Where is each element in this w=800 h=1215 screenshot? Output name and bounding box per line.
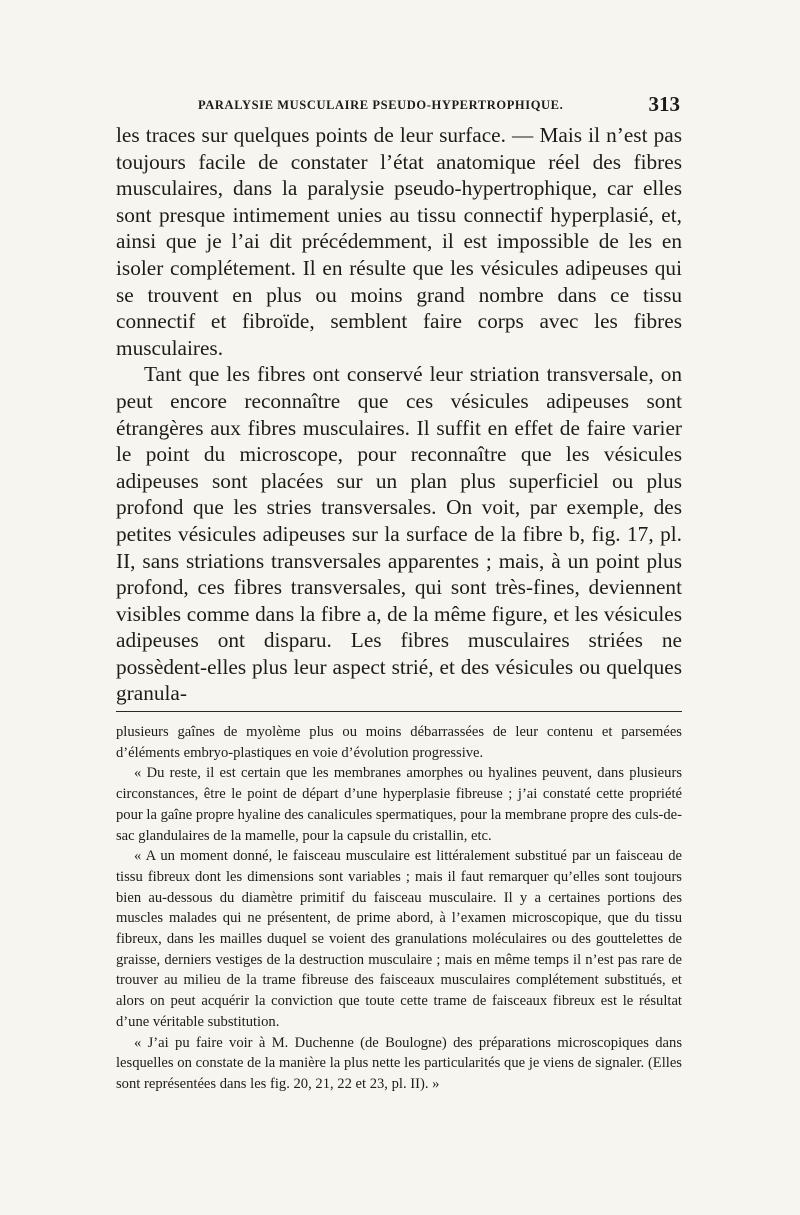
running-head: [118, 92, 680, 120]
body-paragraph-2: Tant que les fibres ont conservé leur striation transversale, on peut encore reconnaître que ces vésicules adipeuses sont étrangères aux fibres musculaires. Il suffit en effet de faire varier le point du microscope, pour reconnaître que les vésicules adipeuses sont placées sur un plan plus superficiel ou plus profond que les stries transversales. On voit, par exemple, des petites vésicules adipeuses sur la surface de la fibre b, fig. 17, pl. II, sans striations transversales apparentes ; mais, à un point plus profond, ces fibres transversales, qui sont très-fines, deviennent visibles comme dans la fibre a, de la même figure, et les vésicules adipeuses ont disparu. Les fibres musculaires striées ne possèdent-elles plus leur aspect strié, et des vésicules ou quelques granula-: [116, 362, 682, 706]
footnotes: [116, 722, 682, 1095]
body-paragraph-1: les traces sur quelques points de leur surface. — Mais il n’est pas toujours facile de constater l’état anatomique réel des fibres musculaires, dans la paralysie pseudo-hypertrophique, car elles sont presque intimement unies au tissu connectif hyperplasié, et, ainsi que je l’ai dit précédemment, il est impossible de les en isoler complétement. Il en résulte que les vésicules adipeuses qui se trouvent en plus ou moins grand nombre dans ce tissu connectif et fibroïde, semblent faire corps avec les fibres musculaires.: [116, 123, 682, 360]
footnote-paragraph-4: « J’ai pu faire voir à M. Duchenne (de Boulogne) des préparations microscopiques dans lesquelles on constate de la manière la plus nette les particularités que je viens de signaler. (Elles sont représentées dans les fig. 20, 21, 22 et 23, pl. II). »: [116, 1034, 682, 1092]
footnote-rule: [116, 711, 682, 712]
footnote-paragraph-1: plusieurs gaînes de myolème plus ou moins débarrassées de leur contenu et parsemées d’éléments embryo-plastiques en voie d’évolution progressive.: [116, 724, 682, 761]
page-number: 313: [648, 92, 680, 116]
footnote-paragraph-2: « Du reste, il est certain que les membranes amorphes ou hyalines peuvent, dans plusieurs circonstances, être le point de départ d’une hyperplasie fibreuse ; j’ai constaté cette propriété pour la gaîne propre hyaline des canalicules spermatiques, pour la membrane propre des culs-de-sac glandulaires de la mamelle, pour la capsule du cristallin, etc.: [116, 765, 682, 844]
running-title: PARALYSIE MUSCULAIRE PSEUDO-HYPERTROPHIQUE.: [198, 98, 564, 112]
footnote-paragraph-3: « A un moment donné, le faisceau musculaire est littéralement substitué par un faisceau de tissu fibreux dont les dimensions sont variables ; mais il faut remarquer qu’elles sont toujours bien au-dessous du diamètre primitif du faisceau musculaire. Il y a certaines portions des muscles malades qui ne présentent, de prime abord, à l’examen microscopique, que du tissu fibreux, dans les mailles duquel se voient des granulations moléculaires ou des gouttelettes de graisse, derniers vestiges de la destruction musculaire ; mais en même temps il n’est pas rare de trouver au milieu de la trame fibreuse des faisceaux musculaires complétement substitués, et alors on peut acquérir la conviction que toute cette trame de faisceaux fibreux est le résultat d’une véritable substitution.: [116, 848, 682, 1030]
main-text: [116, 122, 682, 707]
